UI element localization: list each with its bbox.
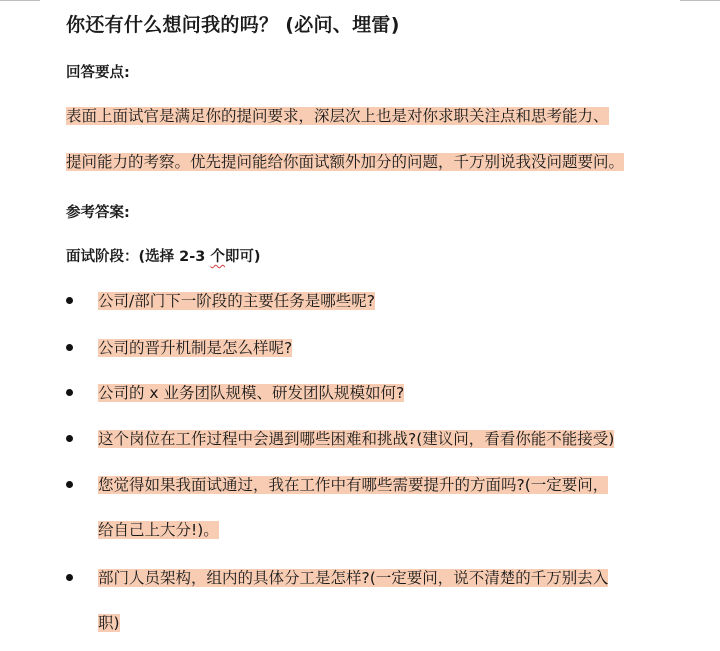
bullet-icon (66, 344, 73, 351)
highlighted-text: 这个岗位在工作过程中会遇到哪些困难和挑战?(建议问，看看你能不能接受) (98, 430, 615, 448)
bullet-icon (66, 481, 73, 488)
highlighted-text: 表面上面试官是满足你的提问要求，深层次上也是对你求职关注点和思考能力、 (66, 107, 609, 125)
bullet-icon (66, 389, 73, 396)
highlighted-text: 给自己上大分!)。 (98, 521, 219, 539)
highlighted-text: 公司/部门下一阶段的主要任务是哪些呢? (98, 292, 375, 310)
key-points-line-2 (66, 150, 624, 174)
list-item (98, 381, 404, 405)
highlighted-text: 职) (98, 614, 120, 632)
bullet-icon (66, 574, 73, 581)
key-points-label: 回答要点: (66, 65, 130, 81)
reference-answer-label: 参考答案: (66, 205, 130, 221)
list-item (98, 336, 292, 360)
list-item (98, 566, 608, 590)
highlighted-text: 您觉得如果我面试通过，我在工作中有哪些需要提升的方面吗?(一定要问， (98, 476, 609, 494)
spellcheck-flag: 个 (210, 249, 225, 265)
highlighted-text: 提问能力的考察。优先提问能给你面试额外加分的问题，千万别说我没问题要问。 (66, 153, 625, 171)
list-item-continuation (98, 611, 120, 635)
bullet-icon (66, 435, 73, 442)
key-points-line-1 (66, 104, 609, 128)
highlighted-text: 公司的 x 业务团队规模、研发团队规模如何? (98, 384, 405, 402)
list-item (98, 289, 375, 313)
list-item (98, 473, 608, 497)
highlighted-text: 部门人员架构，组内的具体分工是怎样?(一定要问，说不清楚的千万别去入 (98, 569, 609, 587)
interview-stage-label: 面试阶段：(选择 2-3 个即可) (66, 249, 261, 265)
list-item (98, 427, 614, 451)
bullet-icon (66, 297, 73, 304)
highlighted-text: 公司的晋升机制是怎么样呢? (98, 339, 293, 357)
question-title: 你还有什么想问我的吗？ (必问、埋雷) (66, 14, 400, 36)
list-item-continuation (98, 518, 219, 542)
page-corner-mark-left (0, 0, 40, 3)
page-corner-mark-right (680, 0, 720, 3)
